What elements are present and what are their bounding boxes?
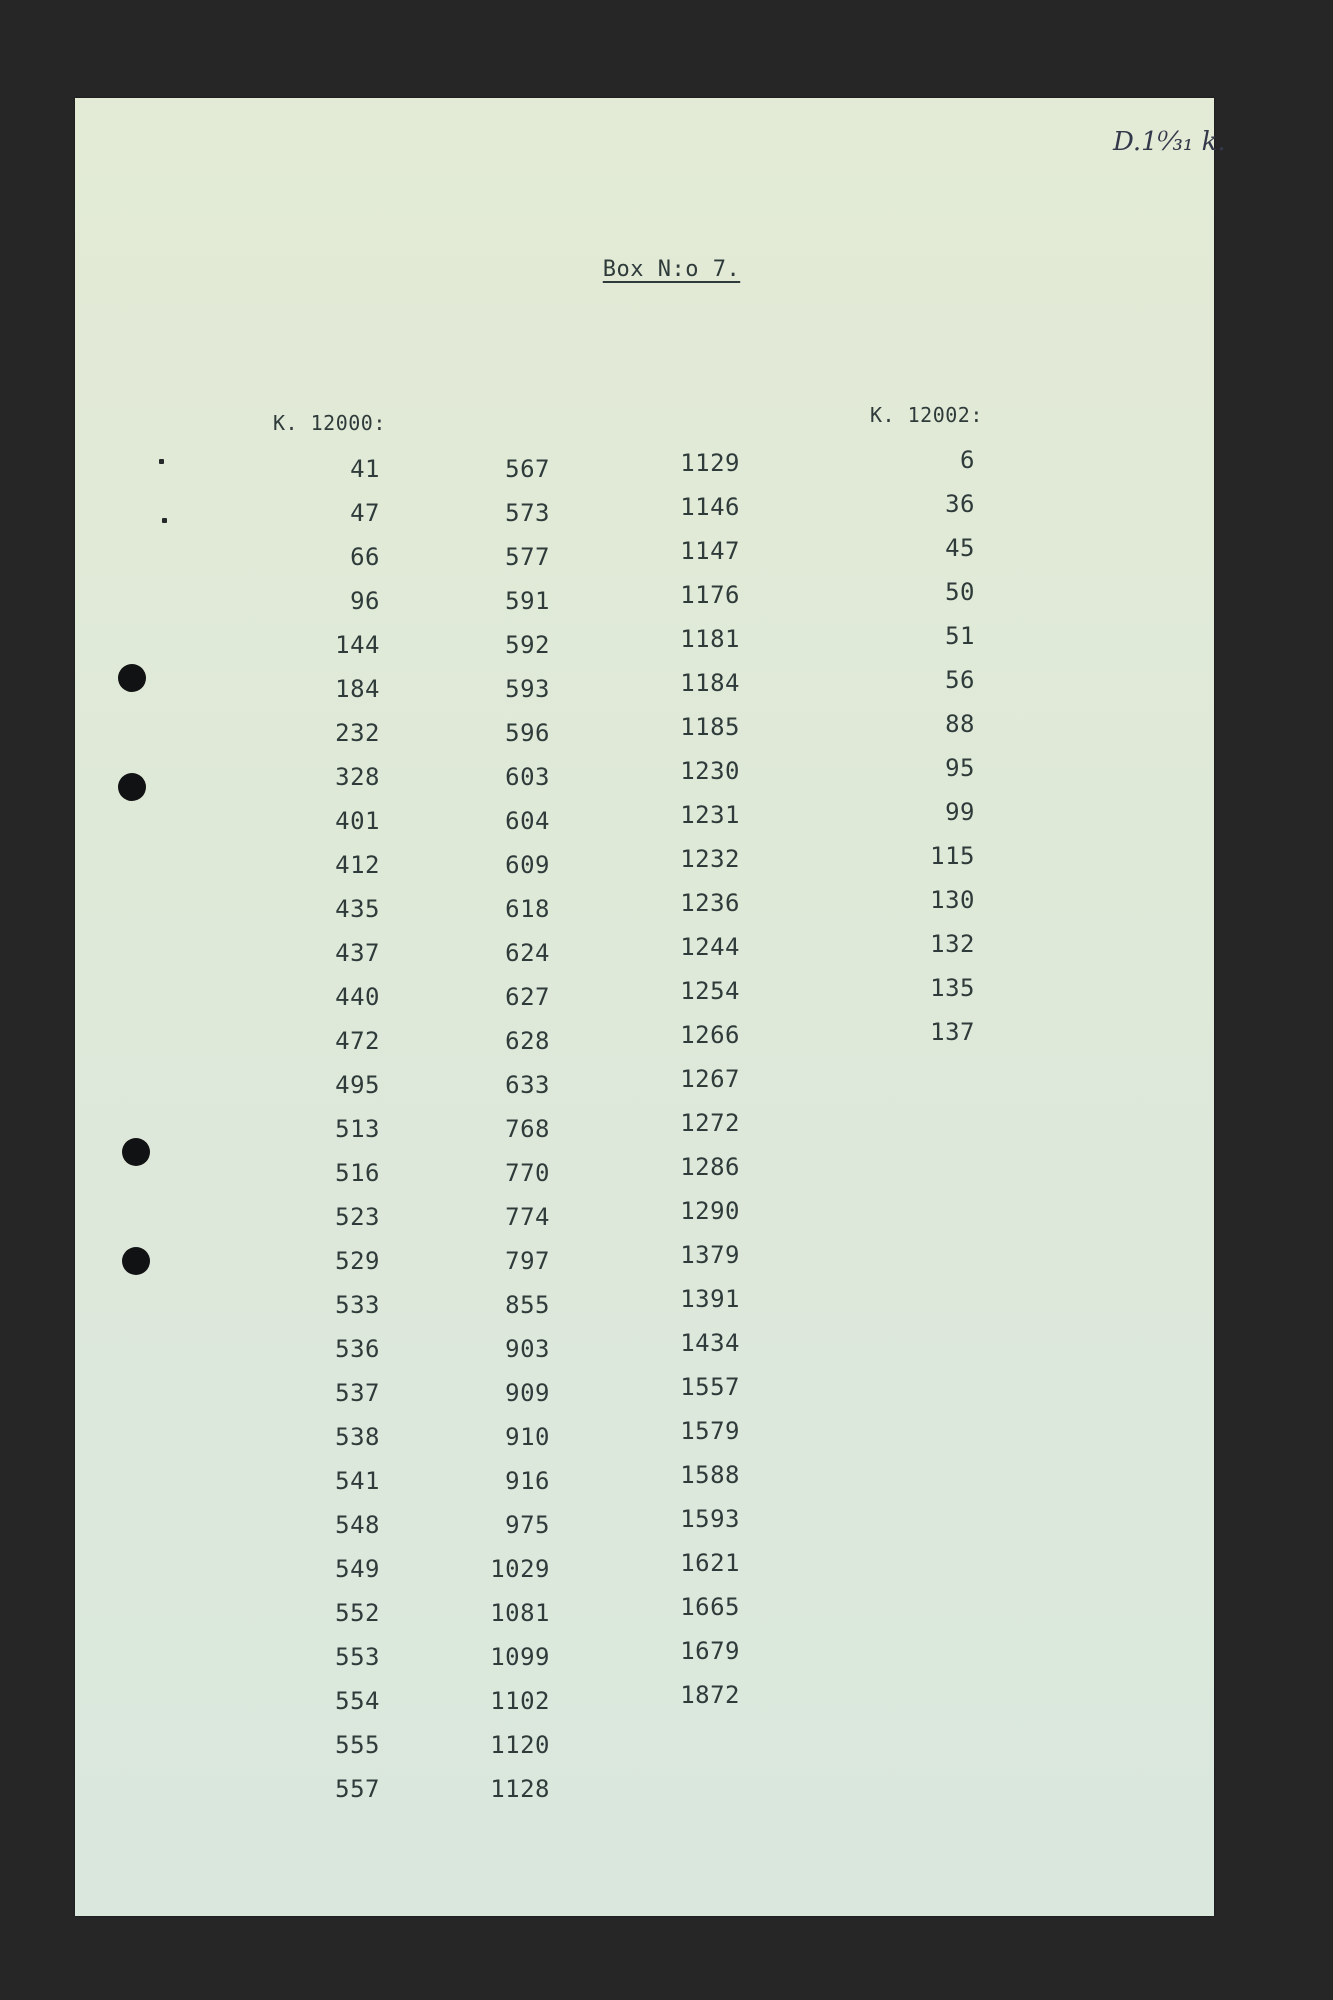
list-item: 1128 [490, 1775, 550, 1803]
list-item: 1185 [680, 713, 740, 741]
list-item: 472 [335, 1027, 380, 1055]
list-item: 184 [335, 675, 380, 703]
list-item: 975 [505, 1511, 550, 1539]
list-item: 1081 [490, 1599, 550, 1627]
number-column-2 [450, 447, 550, 1811]
list-item: 903 [505, 1335, 550, 1363]
list-item: 552 [335, 1599, 380, 1627]
list-item: 916 [505, 1467, 550, 1495]
list-item: 1120 [490, 1731, 550, 1759]
list-item: 115 [930, 842, 975, 870]
number-column-3 [640, 441, 740, 1717]
list-item: 1176 [680, 581, 740, 609]
list-item: 1254 [680, 977, 740, 1005]
list-item: 628 [505, 1027, 550, 1055]
list-item: 573 [505, 499, 550, 527]
list-item: 1557 [680, 1373, 740, 1401]
list-item: 1286 [680, 1153, 740, 1181]
list-item: 1588 [680, 1461, 740, 1489]
ink-speck [159, 459, 164, 464]
list-item: 538 [335, 1423, 380, 1451]
list-item: 523 [335, 1203, 380, 1231]
list-item: 1266 [680, 1021, 740, 1049]
list-item: 567 [505, 455, 550, 483]
list-item: 537 [335, 1379, 380, 1407]
list-item: 774 [505, 1203, 550, 1231]
list-item: 1593 [680, 1505, 740, 1533]
list-item: 1665 [680, 1593, 740, 1621]
list-item: 88 [945, 710, 975, 738]
list-item: 99 [945, 798, 975, 826]
list-item: 768 [505, 1115, 550, 1143]
list-item: 45 [945, 534, 975, 562]
list-item: 144 [335, 631, 380, 659]
list-item: 593 [505, 675, 550, 703]
list-item: 591 [505, 587, 550, 615]
list-item: 1621 [680, 1549, 740, 1577]
list-item: 1236 [680, 889, 740, 917]
list-item: 555 [335, 1731, 380, 1759]
list-item: 1290 [680, 1197, 740, 1225]
list-item: 1147 [680, 537, 740, 565]
list-item: 412 [335, 851, 380, 879]
list-item: 440 [335, 983, 380, 1011]
list-item: 554 [335, 1687, 380, 1715]
list-item: 855 [505, 1291, 550, 1319]
list-item: 770 [505, 1159, 550, 1187]
list-item: 47 [350, 499, 380, 527]
page-title [0, 257, 1333, 282]
list-item: 1434 [680, 1329, 740, 1357]
list-item: 1232 [680, 845, 740, 873]
list-item: 6 [960, 446, 975, 474]
number-column-1 [280, 447, 380, 1811]
list-item: 553 [335, 1643, 380, 1671]
list-item: 96 [350, 587, 380, 615]
list-item: 1029 [490, 1555, 550, 1583]
list-item: 95 [945, 754, 975, 782]
list-item: 609 [505, 851, 550, 879]
list-item: 1099 [490, 1643, 550, 1671]
list-item: 529 [335, 1247, 380, 1275]
list-item: 1181 [680, 625, 740, 653]
list-item: 1391 [680, 1285, 740, 1313]
punch-hole [118, 664, 146, 692]
list-item: 132 [930, 930, 975, 958]
list-item: 513 [335, 1115, 380, 1143]
list-item: 437 [335, 939, 380, 967]
list-item: 1244 [680, 933, 740, 961]
list-item: 1102 [490, 1687, 550, 1715]
list-item: 541 [335, 1467, 380, 1495]
list-item: 1267 [680, 1065, 740, 1093]
list-item: 1184 [680, 669, 740, 697]
list-item: 137 [930, 1018, 975, 1046]
list-item: 909 [505, 1379, 550, 1407]
list-item: 910 [505, 1423, 550, 1451]
list-item: 66 [350, 543, 380, 571]
list-item: 536 [335, 1335, 380, 1363]
list-item: 549 [335, 1555, 380, 1583]
handwritten-note: D.1⁰⁄₃₁ k. [1113, 127, 1226, 157]
list-item: 1129 [680, 449, 740, 477]
list-item: 1579 [680, 1417, 740, 1445]
list-item: 401 [335, 807, 380, 835]
list-item: 533 [335, 1291, 380, 1319]
list-item: 1272 [680, 1109, 740, 1137]
list-item: 1872 [680, 1681, 740, 1709]
list-item: 797 [505, 1247, 550, 1275]
list-item: 633 [505, 1071, 550, 1099]
ink-speck [162, 518, 167, 523]
list-item: 1379 [680, 1241, 740, 1269]
list-item: 1230 [680, 757, 740, 785]
number-column-4 [875, 438, 975, 1054]
list-item: 1231 [680, 801, 740, 829]
list-item: 51 [945, 622, 975, 650]
list-item: 603 [505, 763, 550, 791]
list-item: 1146 [680, 493, 740, 521]
list-item: 624 [505, 939, 550, 967]
list-item: 328 [335, 763, 380, 791]
list-item: 627 [505, 983, 550, 1011]
list-item: 604 [505, 807, 550, 835]
list-item: 435 [335, 895, 380, 923]
list-item: 41 [350, 455, 380, 483]
list-item: 592 [505, 631, 550, 659]
punch-hole [118, 773, 146, 801]
list-item: 232 [335, 719, 380, 747]
list-item: 495 [335, 1071, 380, 1099]
list-item: 557 [335, 1775, 380, 1803]
list-item: 36 [945, 490, 975, 518]
page-title-text: Box N:o 7. [602, 257, 741, 282]
list-item: 50 [945, 578, 975, 606]
heading-k12000: K. 12000: [273, 411, 386, 435]
list-item: 516 [335, 1159, 380, 1187]
list-item: 618 [505, 895, 550, 923]
list-item: 1679 [680, 1637, 740, 1665]
list-item: 596 [505, 719, 550, 747]
list-item: 135 [930, 974, 975, 1002]
list-item: 577 [505, 543, 550, 571]
punch-hole [122, 1247, 150, 1275]
list-item: 548 [335, 1511, 380, 1539]
punch-hole [122, 1138, 150, 1166]
list-item: 130 [930, 886, 975, 914]
list-item: 56 [945, 666, 975, 694]
heading-k12002: K. 12002: [870, 403, 983, 427]
